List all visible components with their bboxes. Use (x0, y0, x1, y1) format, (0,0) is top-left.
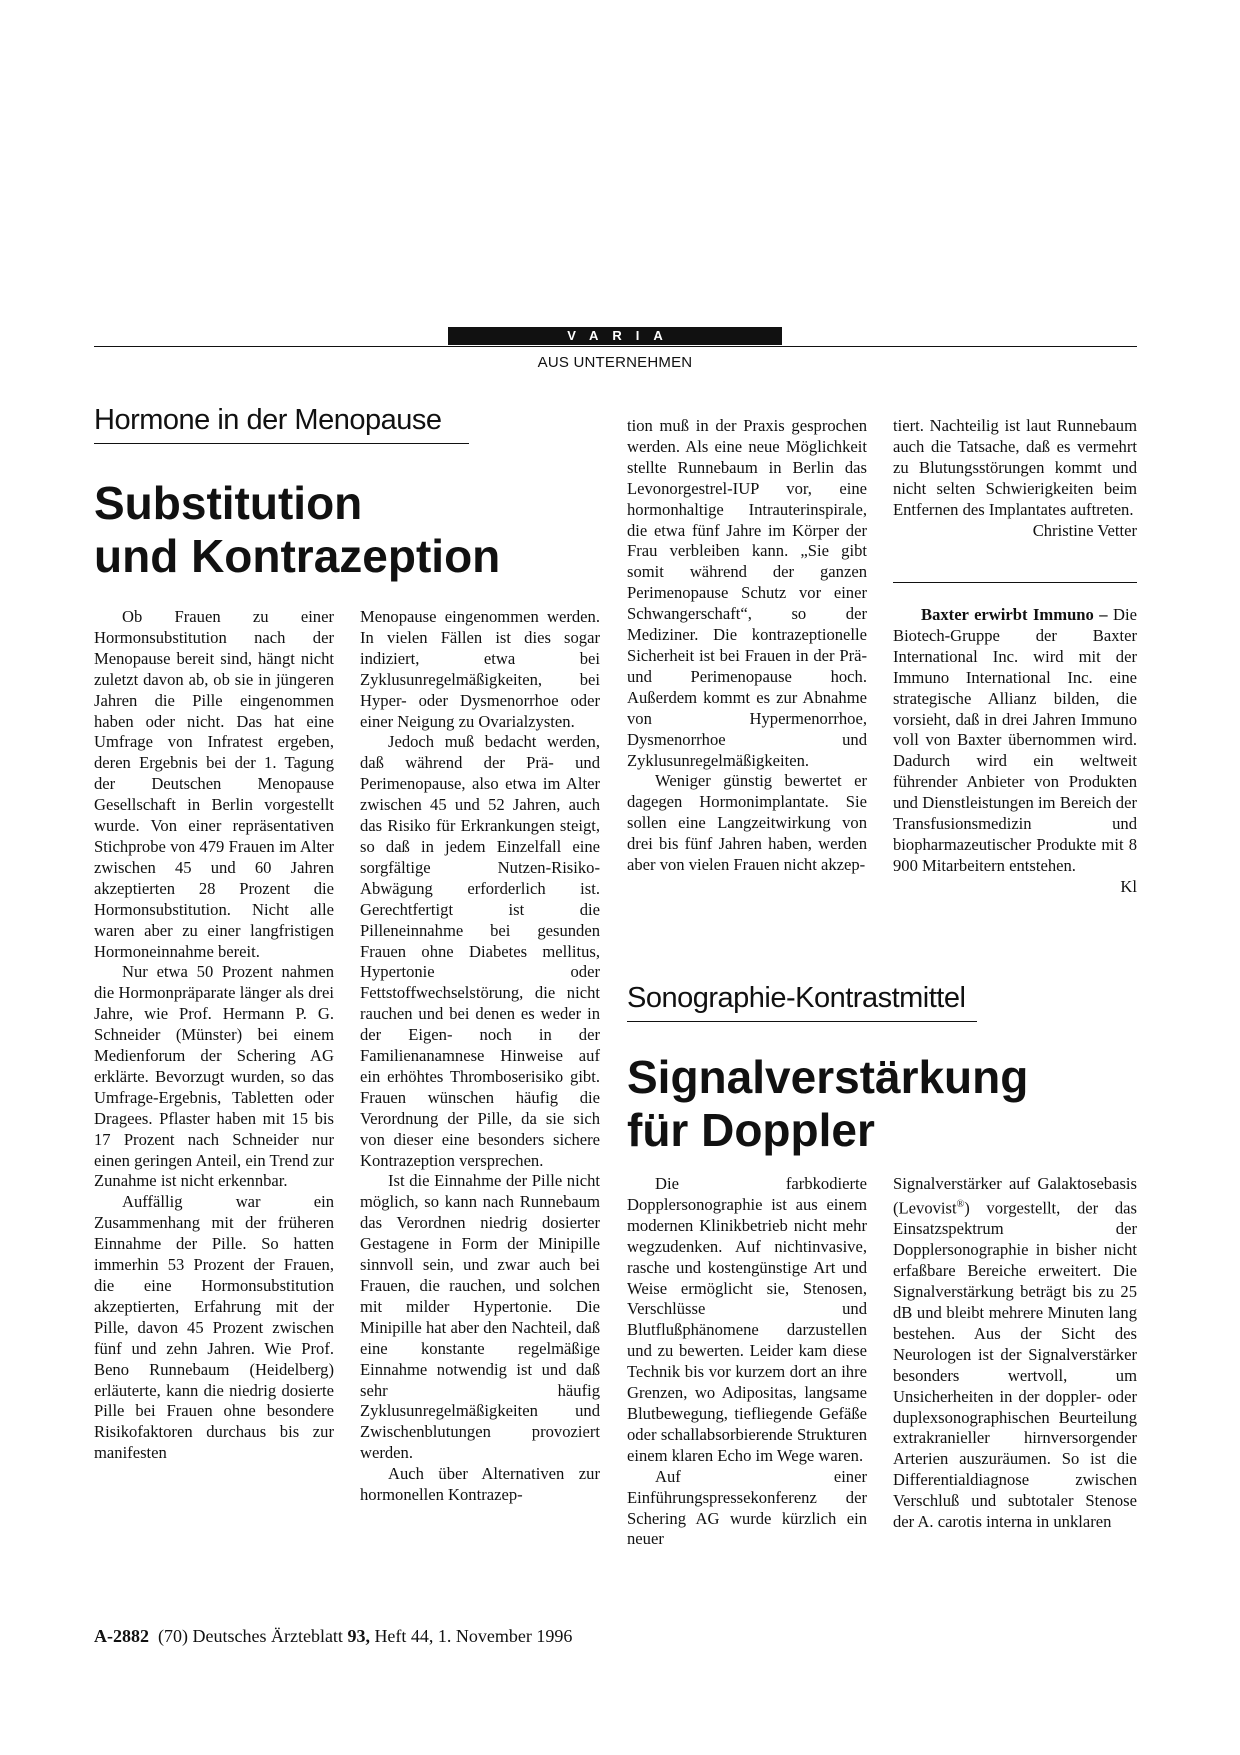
paragraph-text: ) vorgestellt, der das Einsatzspektrum der Dopplersonographie in bisher nicht erfaßbare Bereiche erweitert. Die Signalverstärkung beträgt bis zu 25 dB und bleibt mehrere Minuten lang bestehen. Aus der Sicht des Neurologen ist der Signalverstärker besonders wertvoll, um Unsicherheiten in der doppler- oder duplexsonographischen Beurteilung extrakranieller hirnversorgender Arterien auszuräumen. So ist die Differentialdiagnose zwischen Verschluß und subtotaler Stenose der A. carotis interna in unklaren (893, 1198, 1137, 1532)
paragraph: Auffällig war ein Zusammenhang mit der früheren Einnahme der Pille. So hatten immerhin 53 Prozent der Frauen, die eine Hormonsubstitution akzeptierten, Erfahrung mit der Pille, davon 45 Prozent zwischen fünf und zehn Jahren. Wie Prof. Beno Runnebaum (Heidelberg) erläuterte, kann die niedrig dosierte Pille bei Frauen ohne besondere Risikofaktoren durchaus bis zur manifesten (94, 1192, 334, 1463)
separator-rule (893, 582, 1137, 583)
paragraph: tion muß in der Praxis gesprochen werden. Als eine neue Möglichkeit stellte Runnebaum in Berlin das Levonorgestrel-IUP vor, eine hormonhaltige Intrauterinspirale, die etwa fünf Jahre im Körper der Frau verbleiben kann. „Sie gibt somit während der ganzen Perimenopause Schutz vor einer Schwangerschaft“, so der Mediziner. Die kontrazeptionelle Sicherheit ist bei Frauen in der Prä- und Perimenopause hoch. Außerdem kommt es zur Abnahme von Hypermenorrhoe, Dysmenorrhoe und Zyklusunregelmäßigkeiten. (627, 416, 867, 770)
paragraph: Ob Frauen zu einer Hormonsubstitution nach der Menopause bereit sind, hängt nicht zuletzt davon ab, ob sie in jüngeren Jahren die Pille eingenommen haben oder nicht. Das hat eine Umfrage von Infratest ergeben, deren Ergebnis bei der 1. Tagung der Deutschen Menopause Gesellschaft in Berlin vorgestellt wurde. Von einer repräsentativen Stichprobe von 479 Frauen im Alter zwischen 45 und 60 Jahren akzeptierten 28 Prozent die Hormonsubstitution. Nicht alle waren aber zu einer langfristigen Hormoneinnahme bereit. (94, 607, 334, 961)
article1-headline-line2: und Kontrazeption (94, 530, 501, 582)
article1-headline-line1: Substitution (94, 477, 363, 529)
article2-headline-line1: Signalverstärkung (627, 1051, 1029, 1103)
paragraph: Jedoch muß bedacht werden, daß während der Prä- und Perimenopause, also etwa im Alter zwischen 45 und 52 Jahren, auch das Risiko für Erkrankungen steigt, so daß in jedem Einzelfall eine sorgfältige Nutzen-Risiko-Abwägung erforderlich ist. Gerechtfertigt ist die Pilleneinnahme bei gesunden Frauen ohne Diabetes mellitus, Hypertonie oder Fettstoffwechselstörung, die nicht rauchen und bei denen es weder in der Eigen- noch in der Familienanamnese Hinweise auf ein erhöhtes Thromboserisiko gibt. Frauen wünschen häufig die Verordnung der Pille, da sie sich von dieser eine besonders sichere Kontrazeption versprechen. (360, 732, 600, 1170)
article2-kicker: Sonographie-Kontrastmittel (627, 982, 977, 1022)
page-footer (94, 1626, 572, 1647)
article1-column-2 (360, 607, 600, 1506)
section-rubric: VARIA (448, 327, 782, 345)
paragraph: Weniger günstig bewertet er dagegen Hormonimplantate. Sie sollen eine Langzeitwirkung von drei bis fünf Jahren haben, werden aber von vielen Frauen nicht akzep- (627, 771, 867, 875)
article2-headline (627, 1051, 1028, 1157)
article1-column-1 (94, 607, 334, 1464)
article1-column-3 (627, 416, 867, 876)
author-name: Christine Vetter (1032, 520, 1137, 540)
paragraph (893, 416, 1137, 541)
article2-column-1 (627, 1174, 867, 1550)
paragraph: Auf einer Einführungspressekonferenz der Schering AG wurde kürzlich ein neuer (627, 1466, 867, 1549)
paragraph-text: Signalverstärker auf Galaktosebasis (Levovist (893, 1174, 1137, 1218)
article1-headline (94, 477, 500, 583)
paragraph: Auch über Alternativen zur hormonellen Kontrazep- (360, 1464, 600, 1505)
article2-column-2 (893, 1174, 1137, 1533)
section-subrubric: AUS UNTERNEHMEN (537, 354, 693, 371)
paragraph: Die farbkodierte Dopplersonographie ist aus einem modernen Klinikbetrieb nicht mehr wegzudenken. Auf nichtinvasive, rasche und kostengünstige Art und Weise ermöglicht sie, Stenosen, Verschlüsse und Blutflußphänomene darzustellen und zu bewerten. Leider kam diese Technik bis vor kurzem dort an ihre Grenzen, wo Adipositas, langsame Blutbewegung, tiefliegende Gefäße oder schallabsorbierende Strukturen einem klaren Echo im Wege waren. (627, 1174, 867, 1465)
article1-column-4 (893, 416, 1137, 541)
header-rule (94, 346, 1137, 347)
news-item (893, 605, 1137, 898)
paragraph (893, 1174, 1137, 1533)
article2-headline-line2: für Doppler (627, 1104, 875, 1156)
news-lead: Baxter erwirbt Immuno – (921, 605, 1108, 624)
footer-issue: Heft 44, 1. November 1996 (369, 1626, 573, 1646)
footer-text: (70) Deutsches Ärzteblatt (158, 1626, 348, 1646)
footer-volume: 93, (347, 1626, 370, 1646)
paragraph-text: tiert. Nachteilig ist laut Runnebaum auch die Tatsache, daß es vermehrt zu Blutungsstörungen kommt und nicht selten Schwierigkeiten beim Entfernen des Implantates auftreten. (893, 416, 1137, 519)
paragraph: Menopause eingenommen werden. In vielen Fällen ist dies sogar indiziert, etwa bei Zyklusunregelmäßigkeiten, bei Hyper- oder Dysmenorrhoe oder einer Neigung zu Ovarialzysten. (360, 607, 600, 731)
paragraph: Nur etwa 50 Prozent nahmen die Hormonpräparate länger als drei Jahre, wie Prof. Hermann P. G. Schneider (Münster) bei einem Medienforum der Schering AG erklärte. Bevorzugt wurden, so das Umfrage-Ergebnis, Tabletten oder Dragees. Pflaster haben mit 15 bis 17 Prozent nach Schneider nur einen geringen Anteil, ein Trend zur Zunahme ist nicht erkennbar. (94, 962, 334, 1191)
paragraph (893, 605, 1137, 898)
registered-mark: ® (956, 1198, 965, 1210)
page-number: A-2882 (94, 1626, 149, 1646)
paragraph: Ist die Einnahme der Pille nicht möglich, so kann nach Runnebaum das Verordnen niedrig dosierter Gestagene in Form der Minipille sinnvoll sein, und zwar auch bei Frauen, die rauchen, und solchen mit milder Hypertonie. Die Minipille hat aber den Nachteil, daß eine konstante regelmäßige Einnahme notwendig ist und daß sehr häufig Zyklusunregelmäßigkeiten und Zwischenblutungen provoziert werden. (360, 1171, 600, 1463)
news-signature: Kl (1120, 876, 1137, 896)
article1-kicker: Hormone in der Menopause (94, 404, 469, 444)
news-text: Die Biotech-Gruppe der Baxter International Inc. wird mit der Immuno International Inc. eine strategische Allianz bilden, die vorsieht, daß in drei Jahren Immuno voll von Baxter übernommen wird. Dadurch wird ein weltweit führender Anbieter von Produkten und Dienstleistungen im Bereich der Transfusionsmedizin und biopharmazeutischer Produkte mit 8 900 Mitarbeitern entstehen. (893, 605, 1137, 875)
